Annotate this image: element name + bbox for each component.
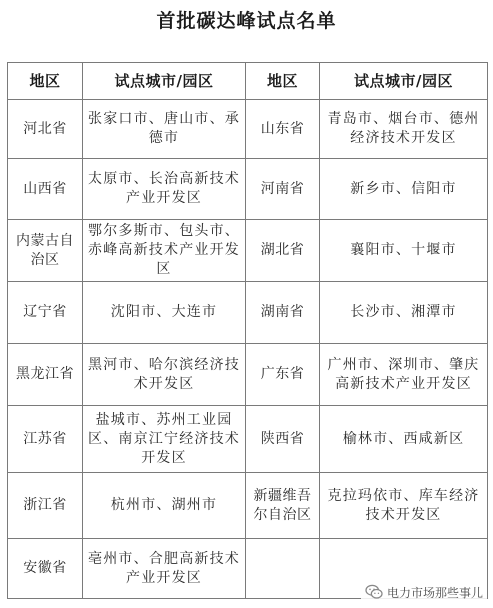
table-row (8, 344, 488, 406)
region-cell: 河北省 (8, 100, 83, 159)
region-cell: 山西省 (8, 159, 83, 220)
page-title: 首批碳达峰试点名单 (156, 10, 337, 32)
cities-cell: 新乡市、信阳市 (320, 159, 488, 220)
header-cities: 试点城市/园区 (83, 63, 246, 100)
cities-cell: 太原市、长治高新技术产业开发区 (83, 159, 246, 220)
table-row (8, 282, 488, 344)
cities-cell: 亳州市、合肥高新技术产业开发区 (83, 539, 246, 599)
wechat-icon (365, 584, 383, 600)
cities-cell: 广州市、深圳市、肇庆高新技术产业开发区 (320, 344, 488, 406)
cities-cell: 襄阳市、十堰市 (320, 220, 488, 282)
watermark (361, 582, 487, 602)
region-cell: 黑龙江省 (8, 344, 83, 406)
region-cell: 湖南省 (246, 282, 320, 344)
watermark-text: 电力市场那些事儿 (386, 585, 483, 600)
table-row (8, 220, 488, 282)
pilot-list-table (7, 62, 488, 599)
cities-cell: 鄂尔多斯市、包头市、赤峰高新技术产业开发区 (83, 220, 246, 282)
region-cell: 新疆维吾尔自治区 (246, 473, 320, 539)
table-header-row (8, 63, 488, 100)
region-cell: 内蒙古自治区 (8, 220, 83, 282)
region-cell: 辽宁省 (8, 282, 83, 344)
cities-cell: 克拉玛依市、库车经济技术开发区 (320, 473, 488, 539)
region-cell: 浙江省 (8, 473, 83, 539)
region-cell: 河南省 (246, 159, 320, 220)
cities-cell: 榆林市、西咸新区 (320, 406, 488, 473)
cities-cell: 沈阳市、大连市 (83, 282, 246, 344)
header-cities: 试点城市/园区 (320, 63, 488, 100)
cities-cell: 杭州市、湖州市 (83, 473, 246, 539)
region-cell: 江苏省 (8, 406, 83, 473)
header-region: 地区 (246, 63, 320, 100)
header-region: 地区 (8, 63, 83, 100)
table-row (8, 406, 488, 473)
table-row (8, 100, 488, 159)
region-cell: 山东省 (246, 100, 320, 159)
table-row (8, 159, 488, 220)
region-cell (246, 539, 320, 599)
region-cell: 广东省 (246, 344, 320, 406)
cities-cell: 长沙市、湘潭市 (320, 282, 488, 344)
cities-cell: 张家口市、唐山市、承德市 (83, 100, 246, 159)
region-cell: 安徽省 (8, 539, 83, 599)
table-row (8, 473, 488, 539)
region-cell: 陕西省 (246, 406, 320, 473)
cities-cell: 盐城市、苏州工业园区、南京江宁经济技术开发区 (83, 406, 246, 473)
region-cell: 湖北省 (246, 220, 320, 282)
cities-cell: 青岛市、烟台市、德州经济技术开发区 (320, 100, 488, 159)
cities-cell: 黑河市、哈尔滨经济技术开发区 (83, 344, 246, 406)
